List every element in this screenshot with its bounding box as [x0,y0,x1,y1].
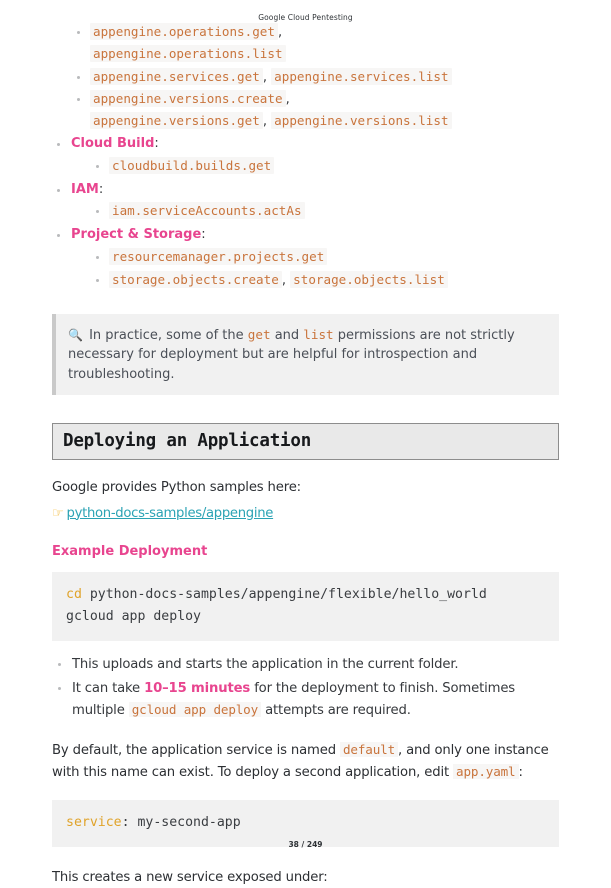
list-item [52,67,559,89]
permission-code: storage.objects.list [290,271,448,288]
group-label: Project & Storage [71,227,202,243]
code-line-1-rest: python-docs-samples/appengine/flexible/hello_world [81,587,487,603]
group-colon: : [201,227,206,243]
list-item [71,201,559,223]
permission-code: cloudbuild.builds.get [109,157,274,174]
note-text-a: It can take [72,680,141,696]
permission-code: appengine.services.get [90,68,263,85]
code-block-deploy [52,572,559,641]
permission-group-iam [52,180,559,224]
default-service-paragraph [52,739,559,784]
section-heading: Deploying an Application [52,423,559,460]
note-callout [52,314,559,396]
para-text-b: , and only one instance with this name can exist. To deploy a second application, edit [52,742,549,781]
permission-code: appengine.versions.get [90,112,263,129]
code-value-service: : my-second-app [121,814,241,830]
inline-code-gcloud-deploy: gcloud app deploy [129,702,261,717]
code-line-2: gcloud app deploy [66,609,201,625]
list-item [71,247,559,269]
para-text-a: By default, the application service is named [52,742,336,758]
duration-highlight: 10–15 minutes [144,680,251,696]
group-label: Cloud Build [71,135,155,151]
running-head: Google Cloud Pentesting [258,13,353,22]
note-text-b: for the deployment to finish. Sometimes multiple [72,680,516,719]
list-item [52,89,559,133]
group-colon: : [98,181,104,197]
list-item: This uploads and starts the application in the current folder. [52,654,559,676]
list-item [71,270,559,292]
permission-group-project-storage [52,225,559,291]
note-text-2: and [274,327,300,343]
closing-paragraph: This creates a new service exposed under: [52,869,328,885]
note-text-1: In practice, some of the [89,327,244,343]
python-docs-samples-link[interactable]: python-docs-samples/appengine [66,505,274,521]
permission-code: appengine.operations.list [90,45,286,62]
permission-code: resourcemanager.projects.get [109,248,327,265]
permission-code: appengine.versions.create [90,90,286,107]
list-item [52,22,559,66]
comma-separator: , [281,272,286,288]
samples-link-row [52,503,559,525]
note-code-list: list [303,326,334,342]
magnifier-icon: 🔍 [68,327,83,342]
permission-group-cloud-build [52,134,559,178]
permission-code: iam.serviceAccounts.actAs [109,202,305,219]
pointing-hand-icon: ☞ [52,505,64,521]
page-content [0,22,611,888]
comma-separator: , [277,25,283,40]
comma-separator: , [262,114,267,130]
list-item [71,156,559,178]
permission-code: appengine.versions.list [271,112,451,129]
group-permissions [71,201,559,223]
group-colon: : [154,135,159,151]
permission-code: storage.objects.create [109,271,282,288]
comma-separator: , [262,69,267,85]
list-item [52,678,559,722]
page-footer: 38 / 249 [288,840,323,849]
permission-code: appengine.services.list [271,68,451,85]
group-permissions [71,247,559,292]
group-label: IAM [71,181,99,197]
inline-code-default: default [340,742,398,757]
note-code-get: get [247,326,271,342]
example-deployment-subheading: Example Deployment [52,544,208,560]
group-permissions [71,156,559,178]
intro-paragraph: Google provides Python samples here: [52,480,301,496]
permission-code: appengine.operations.get [90,23,278,40]
deploy-notes-list [52,654,559,722]
note-text-c: attempts are required. [265,703,411,719]
code-key-service: service [66,814,122,830]
appengine-permissions-list [52,22,559,133]
comma-separator: , [285,92,290,108]
para-text-c: : [518,765,523,781]
inline-code-app-yaml: app.yaml [453,764,518,779]
permission-groups-list [52,134,559,292]
note-text-3: permissions are not strictly necessary for deployment but are helpful for introspection and troubleshooting. [68,327,515,382]
code-keyword-cd: cd [66,587,82,603]
